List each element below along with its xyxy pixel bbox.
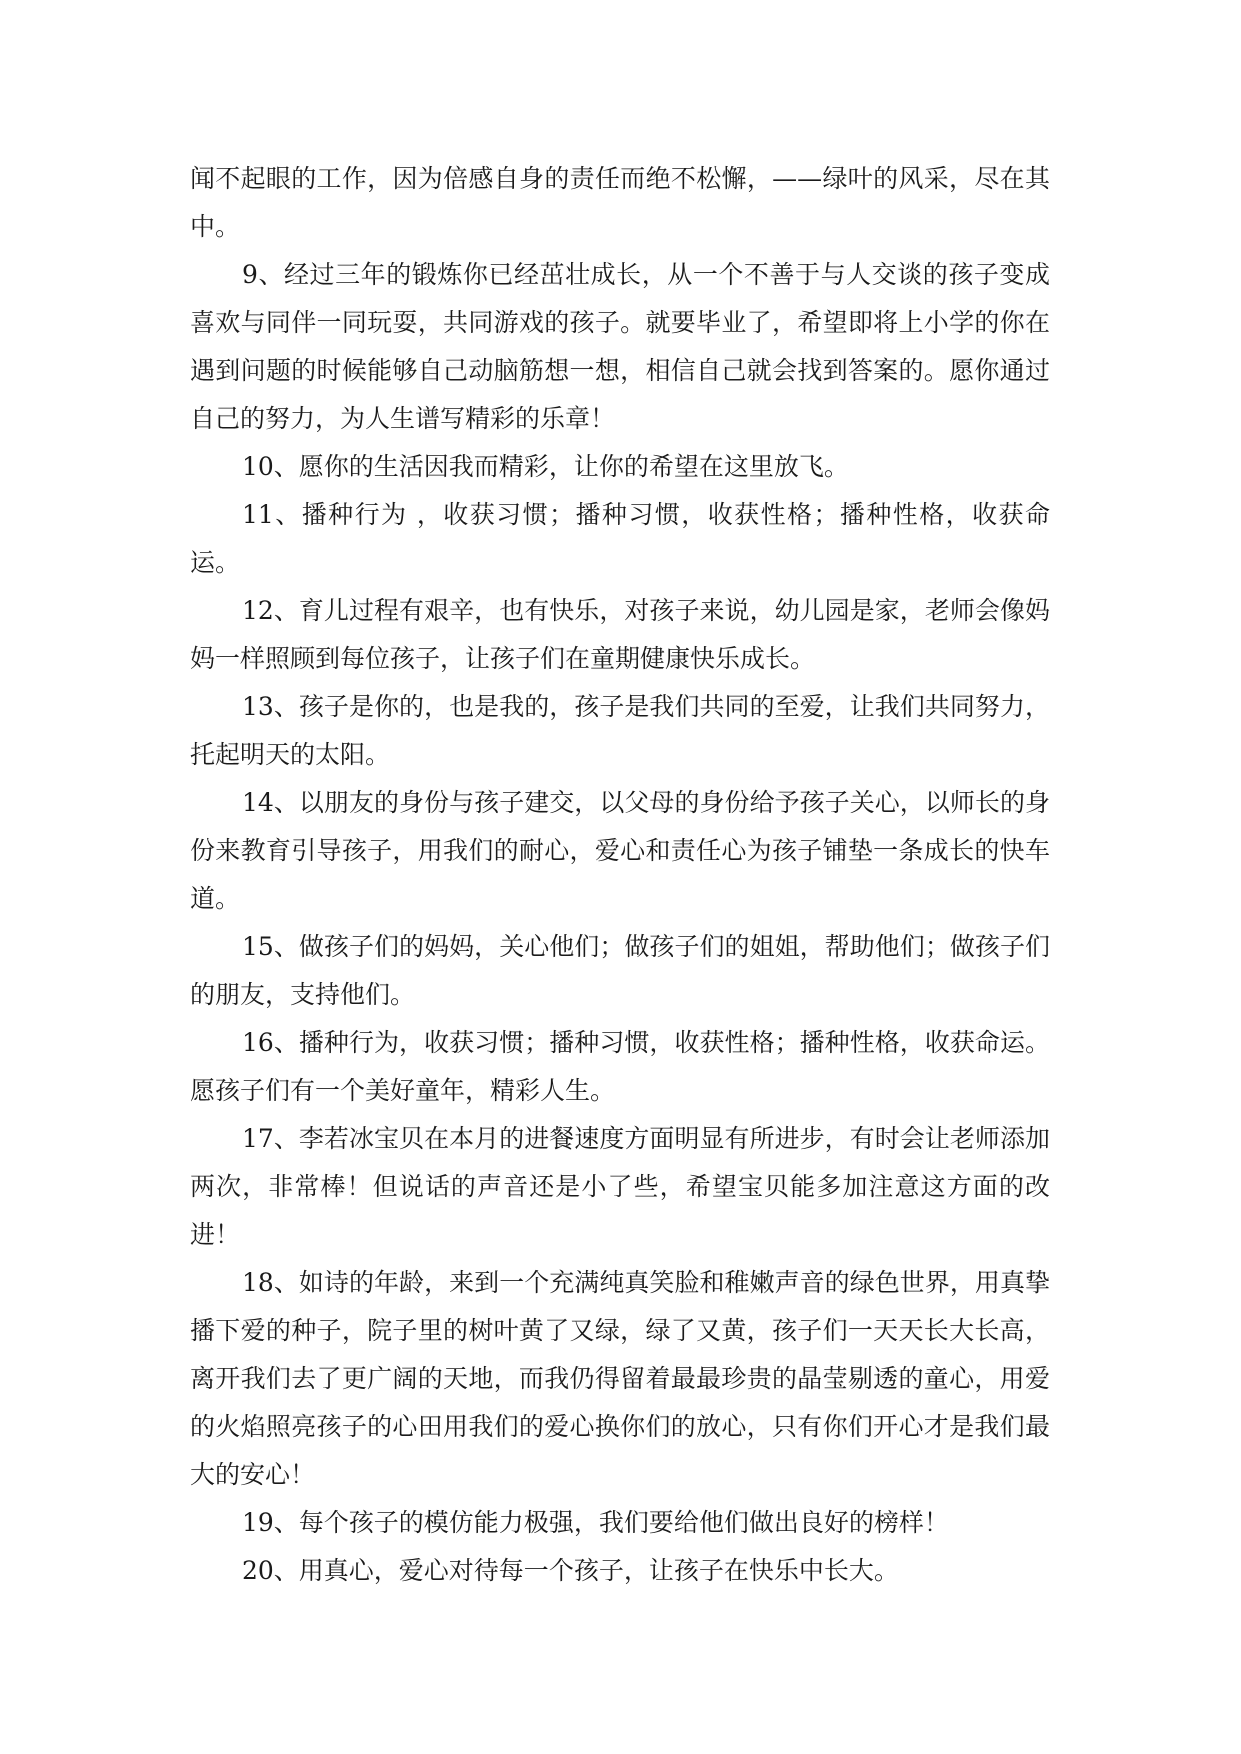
paragraph-item-19: 19、每个孩子的模仿能力极强，我们要给他们做出良好的榜样！: [242, 1508, 949, 1537]
paragraph-continuation: 闻不起眼的工作，因为倍感自身的责任而绝不松懈，——绿叶的风采，尽在其中。: [190, 164, 1050, 241]
paragraph-item-15: 15、做孩子们的妈妈，关心他们；做孩子们的姐姐，帮助他们；做孩子们的朋友，支持他们。: [190, 932, 1050, 1009]
document-body: [190, 155, 1050, 1595]
paragraph-item-16: 16、播种行为，收获习惯；播种习惯，收获性格；播种性格，收获命运。愿孩子们有一个美好童年，精彩人生。: [190, 1028, 1050, 1105]
paragraph-item-11: 11、播种行为 ，收获习惯；播种习惯，收获性格；播种性格，收获命运。: [190, 500, 1050, 577]
paragraph-item-18: 18、如诗的年龄，来到一个充满纯真笑脸和稚嫩声音的绿色世界，用真挚播下爱的种子，院子里的树叶黄了又绿，绿了又黄，孩子们一天天长大长高，离开我们去了更广阔的天地，而我仍得留着最最珍贵的晶莹剔透的童心，用爱的火焰照亮孩子的心田用我们的爱心换你们的放心，只有你们开心才是我们最大的安心！: [190, 1268, 1050, 1489]
paragraph-item-13: 13、孩子是你的，也是我的，孩子是我们共同的至爱，让我们共同努力，托起明天的太阳。: [190, 692, 1050, 769]
paragraph-item-10: 10、愿你的生活因我而精彩，让你的希望在这里放飞。: [242, 452, 849, 481]
paragraph-item-14: 14、以朋友的身份与孩子建交，以父母的身份给予孩子关心，以师长的身份来教育引导孩子，用我们的耐心，爱心和责任心为孩子铺垫一条成长的快车道。: [190, 788, 1050, 913]
paragraph-item-20: 20、用真心，爱心对待每一个孩子，让孩子在快乐中长大。: [242, 1556, 899, 1585]
paragraph-item-9: 9、经过三年的锻炼你已经茁壮成长，从一个不善于与人交谈的孩子变成喜欢与同伴一同玩耍，共同游戏的孩子。就要毕业了，希望即将上小学的你在遇到问题的时候能够自己动脑筋想一想，相信自己就会找到答案的。愿你通过自己的努力，为人生谱写精彩的乐章！: [190, 260, 1050, 433]
paragraph-item-12: 12、育儿过程有艰辛，也有快乐，对孩子来说，幼儿园是家，老师会像妈妈一样照顾到每位孩子，让孩子们在童期健康快乐成长。: [190, 596, 1050, 673]
paragraph-item-17: 17、李若冰宝贝在本月的进餐速度方面明显有所进步，有时会让老师添加两次，非常棒！但说话的声音还是小了些，希望宝贝能多加注意这方面的改进！: [190, 1124, 1050, 1249]
